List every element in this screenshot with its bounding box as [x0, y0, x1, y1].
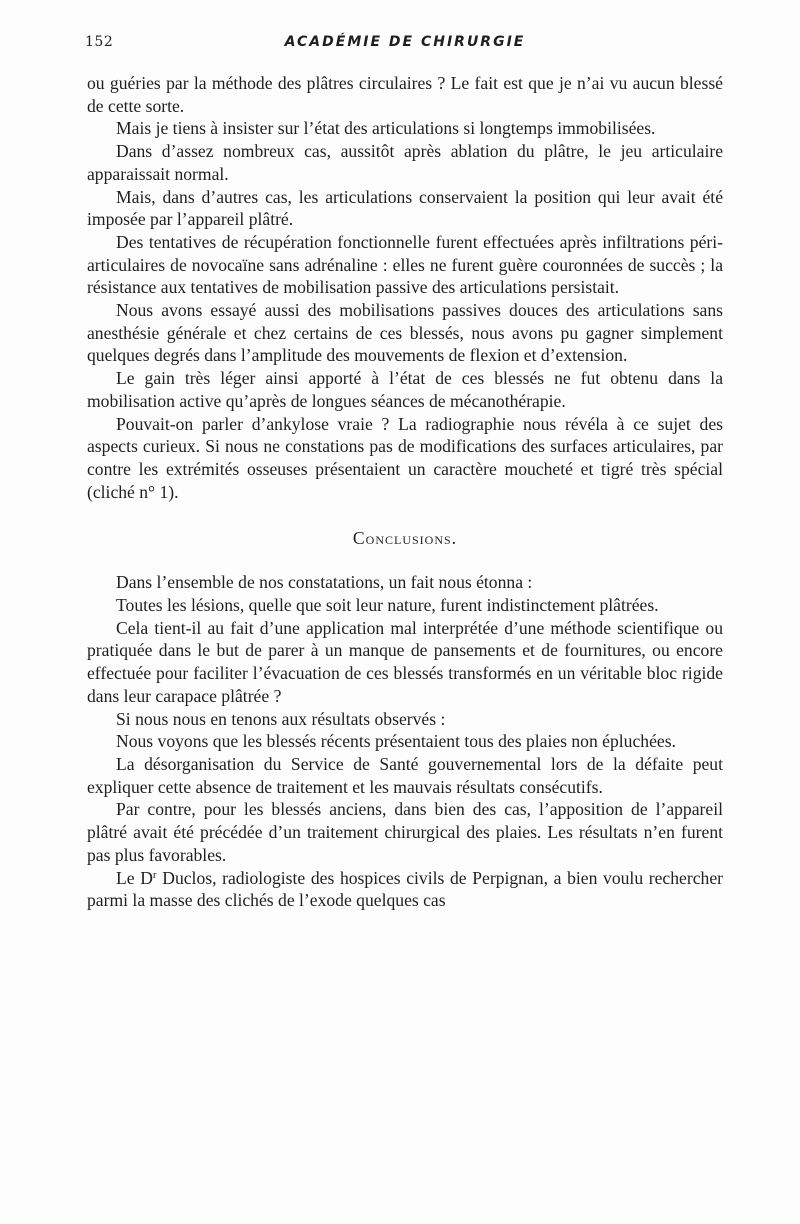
paragraph-last	[87, 867, 723, 912]
paragraph: Nous avons essayé aussi des mobilisations passives douces des articulations sans anesthésie générale et chez certains de ces blessés, nous avons pu gagner simplement quelques degrés dans l’amplitude des mouvements de flexion et d’extension.	[87, 300, 723, 366]
paragraph: Le gain très léger ainsi apporté à l’état de ces blessés ne fut obtenu dans la mobilisation active qu’après de longues séances de mécanothérapie.	[87, 368, 723, 411]
paragraph: Mais je tiens à insister sur l’état des articulations si longtemps immobilisées.	[116, 118, 656, 139]
paragraph: Par contre, pour les blessés anciens, dans bien des cas, l’apposition de l’appareil plâtré avait été précédée d’un traitement chirurgical des plaies. Les résultats n’en furent pas plus favorables.	[87, 799, 723, 865]
paragraph: Toutes les lésions, quelle que soit leur nature, furent indistinctement plâtrées.	[116, 595, 659, 616]
paragraph: Si nous nous en tenons aux résultats observés :	[116, 708, 446, 729]
paragraph: Pouvait-on parler d’ankylose vraie ? La radiographie nous révéla à ce sujet des aspects curieux. Si nous ne constations pas de modifications des surfaces articulaires, par contre les extrémités osseuses présentaient un caractère moucheté et tigré très spécial (cliché n° 1).	[87, 413, 723, 502]
paragraph: Dans l’ensemble de nos constatations, un fait nous étonna :	[116, 572, 533, 593]
paragraph: Cela tient-il au fait d’une application mal interprétée d’une méthode scientifique ou pratiquée dans le but de parer à un manque de pansements et de fournitures, ou encore effectuée pour faciliter l’évacuation de ces blessés transformés en un véritable bloc rigide dans leur carapace plâtrée ?	[87, 617, 723, 706]
paragraph: Dans d’assez nombreux cas, aussitôt après ablation du plâtre, le jeu articulaire apparaissait normal.	[87, 141, 723, 184]
page-number: 152	[85, 34, 114, 50]
doctor-abbrev-superscript: r	[152, 868, 157, 881]
doctor-abbrev: Le D	[116, 867, 153, 888]
paragraph: Nous voyons que les blessés récents présentaient tous des plaies non épluchées.	[116, 731, 676, 752]
paragraph: Des tentatives de récupération fonctionnelle furent effectuées après infiltrations péri-articulaires de novocaïne sans adrénaline : elles ne furent guère couronnées de succès ; la résistance aux tentatives de mobilisation passive des articulations persistait.	[87, 231, 723, 298]
section-heading: Conclusions.	[352, 528, 458, 549]
running-header	[85, 34, 725, 56]
body-text	[87, 72, 723, 912]
paragraph: Mais, dans d’autres cas, les articulations conservaient la position qui leur avait été imposée par l’appareil plâtré.	[87, 186, 723, 230]
paragraph: La désorganisation du Service de Santé gouvernemental lors de la défaite peut expliquer cette absence de traitement et les mauvais résultats consécutifs.	[87, 753, 723, 797]
paragraph: ou guéries par la méthode des plâtres circulaires ? Le fait est que je n’ai vu aucun blessé de cette sorte.	[87, 73, 723, 116]
journal-title: ACADÉMIE DE CHIRURGIE	[284, 34, 526, 50]
paragraph-last-text: Duclos, radiologiste des hospices civils de Perpignan, a bien voulu rechercher parmi la masse des clichés de l’exode quelques cas	[87, 867, 723, 911]
